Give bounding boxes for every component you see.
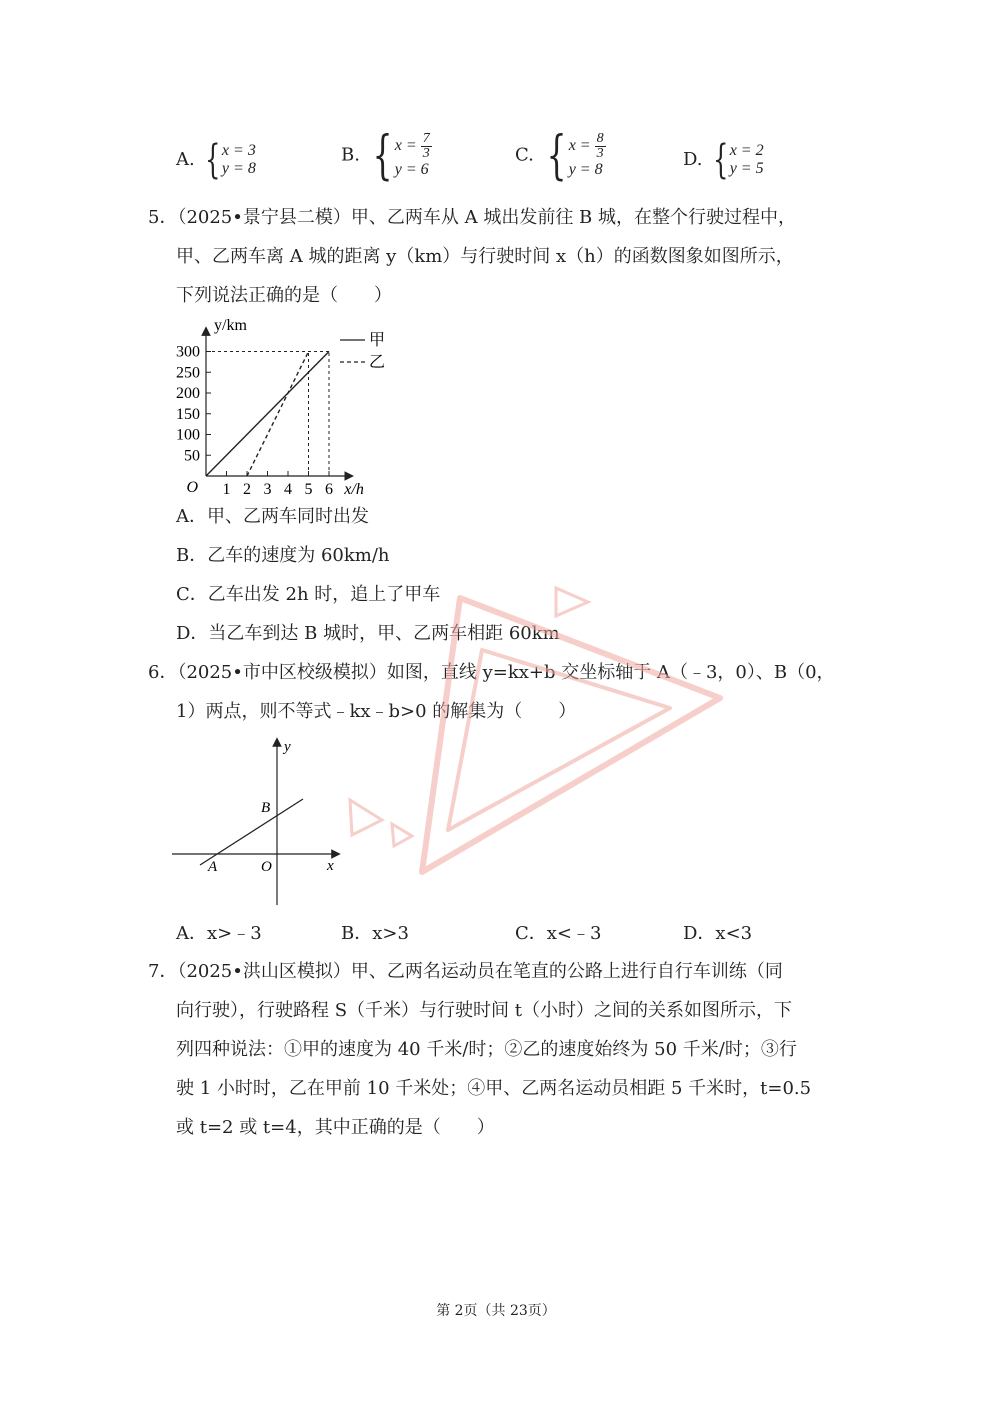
equation-system: { x = 2 y = 5: [713, 137, 764, 183]
q6-option-a: A．x>﹣3: [176, 923, 262, 944]
x-tick-label: 5: [304, 481, 313, 498]
q5-stem-line2: 甲、乙两车离 A 城的距离 y（km）与行驶时间 x（h）的函数图象如图所示，: [176, 246, 794, 267]
equation-system: { x = $\frac{8}{3}$ y = 8: [546, 125, 604, 186]
y-tick-label: 100: [176, 426, 200, 444]
q5-option-c: C．乙车出发 2h 时，追上了甲车: [176, 584, 441, 605]
x-axis-label: x: [327, 858, 334, 874]
q5-stem-line1: 5．（2025•景宁县二模）甲、乙两车从 A 城出发前往 B 城，在整个行驶过程中，: [148, 207, 796, 228]
y-tick-label: 50: [184, 447, 200, 465]
q5-option-a: A．甲、乙两车同时出发: [176, 506, 369, 527]
y-axis-label: y: [284, 739, 291, 755]
q7-stem-line4: 驶 1 小时时，乙在甲前 10 千米处；④甲、乙两名运动员相距 5 千米时，t=0.5: [176, 1078, 812, 1099]
q7-stem-line1: 7．（2025•洪山区模拟）甲、乙两名运动员在笔直的公路上进行自行车训练（同: [148, 961, 783, 982]
linear-function-figure: [170, 735, 350, 910]
q6-option-c: C．x<﹣3: [515, 923, 602, 944]
point-a-label: A: [208, 859, 218, 875]
x-tick-label: 1: [222, 481, 231, 498]
watermark-logo: [340, 580, 740, 890]
x-tick-label: 2: [243, 481, 251, 498]
q6-stem-line2: 1）两点，则不等式﹣kx﹣b>0 的解集为（ ）: [176, 701, 577, 722]
q4-option-d: D. { x = 2 y = 5: [683, 137, 764, 183]
y-axis-label: y/km: [214, 317, 247, 334]
legend-label: 甲: [369, 332, 386, 349]
point-b-label: B: [261, 800, 271, 816]
q6-stem-line1: 6．（2025•市中区校级模拟）如图，直线 y=kx+b 交坐标轴于 A（﹣3，0）、B（0，: [148, 662, 835, 683]
series-line: [247, 352, 309, 477]
q4-option-a: A. { x = 3 y = 8: [176, 137, 256, 183]
q7-stem-line2: 向行驶），行驶路程 S（千米）与行驶时间 t（小时）之间的关系如图所示，下: [176, 1000, 793, 1021]
y-tick-label: 150: [176, 405, 200, 423]
x-tick-label: 4: [284, 481, 292, 498]
equation-system: { x = 3 y = 8: [205, 137, 256, 183]
q6-option-b: B．x>3: [341, 923, 409, 944]
x-tick-label: 6: [325, 481, 333, 498]
q4-option-c: C. { x = $\frac{8}{3}$ y = 8: [515, 125, 604, 186]
origin-label: O: [261, 859, 272, 875]
distance-time-chart: [160, 310, 410, 505]
page-footer: 第 2页（共 23页）: [436, 1303, 556, 1319]
q5-stem-line3: 下列说法正确的是（ ）: [176, 285, 392, 306]
y-tick-label: 300: [176, 343, 200, 361]
q5-option-d: D．当乙车到达 B 城时，甲、乙两车相距 60km: [176, 623, 560, 644]
y-tick-label: 200: [176, 385, 200, 402]
origin-label: O: [186, 479, 198, 496]
q7-stem-line5: 或 t=2 或 t=4，其中正确的是（ ）: [176, 1117, 495, 1138]
line-y-kx-b: [200, 799, 303, 865]
q6-option-d: D．x<3: [683, 923, 753, 944]
q5-option-b: B．乙车的速度为 60km/h: [176, 545, 390, 566]
y-tick-label: 250: [176, 364, 200, 382]
series-line: [206, 352, 329, 477]
x-tick-label: 3: [263, 481, 272, 498]
x-axis-label: x/h: [344, 481, 364, 498]
legend-label: 乙: [369, 354, 386, 371]
equation-system: { x = $\frac{7}{3}$ y = 6: [372, 125, 430, 186]
q4-option-b: B. { x = $\frac{7}{3}$ y = 6: [341, 125, 430, 186]
q7-stem-line3: 列四种说法：①甲的速度为 40 千米/时；②乙的速度始终为 50 千米/时；③行: [176, 1039, 797, 1060]
